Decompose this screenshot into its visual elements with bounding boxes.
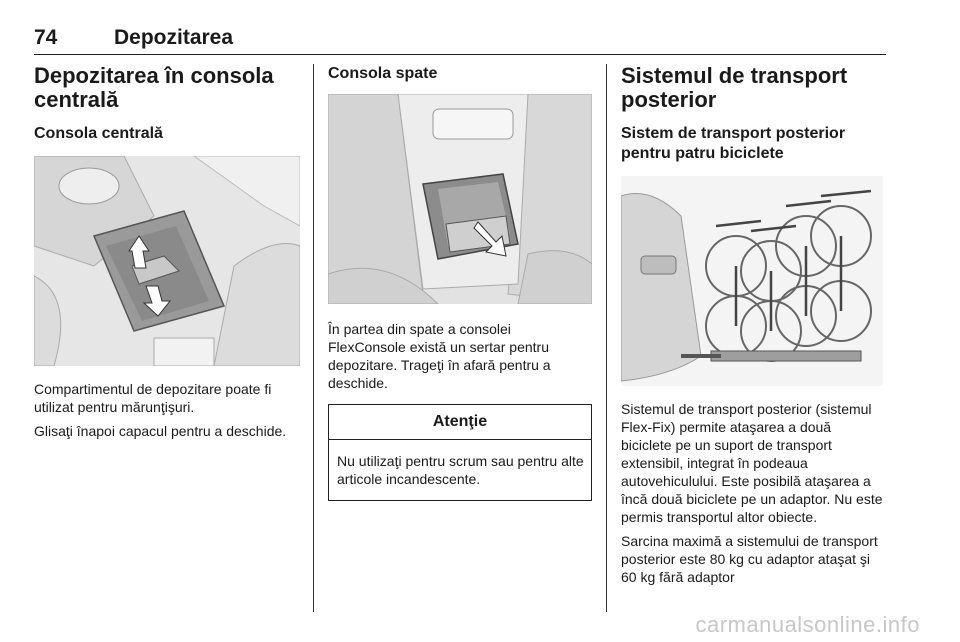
center-console-illustration [34, 156, 300, 366]
page-number: 74 [34, 26, 58, 49]
paragraph-center-console-1: Compartimentul de depozitare poate fi utilizat pentru mărunţişuri. [34, 381, 272, 415]
column-divider [313, 64, 314, 612]
warning-box [328, 404, 592, 501]
rear-console-illustration [328, 94, 592, 304]
column-rear-carrier [621, 64, 883, 592]
warning-title: Atenţie [329, 405, 591, 440]
section-title-center-console: Depozitarea în consola centrală [34, 63, 274, 112]
warning-text: Nu utilizaţi pentru scrum sau pentru alte articole incandescente. [337, 453, 584, 487]
column-divider [606, 64, 607, 612]
subsection-title-center-console: Consola centrală [34, 125, 163, 142]
page-header [34, 26, 886, 55]
subsection-title-four-bikes: Sistem de transport posterior pentru patru biciclete [621, 125, 846, 162]
watermark: carmanualsonline.info [695, 612, 920, 637]
paragraph-rear-carrier-2: Sarcina maximă a sistemului de transport posterior este 80 kg cu adaptor ataşat şi 60 kg fără adaptor [621, 533, 878, 585]
bicycle-carrier-illustration [621, 176, 883, 386]
section-title-rear-carrier: Sistemul de transport posterior [621, 63, 848, 112]
chapter-title: Depozitarea [114, 26, 234, 49]
column-center-console [34, 64, 300, 446]
subsection-title-rear-console: Consola spate [328, 65, 438, 82]
paragraph-rear-console: În partea din spate a consolei FlexConsole există un sertar pentru depozitare. Trageţi în afară pentru a deschide. [328, 321, 551, 391]
column-rear-console [328, 64, 592, 501]
paragraph-center-console-2: Glisaţi înapoi capacul pentru a deschide. [34, 423, 287, 439]
paragraph-rear-carrier-1: Sistemul de transport posterior (sistemul Flex-Fix) permite ataşarea a două biciclete pe un suport de transport extensibil, integrat în podeaua autovehiculului. Este posibilă ataşarea a încă două biciclete pe un adaptor. Nu este permis transportul altor obiecte. [621, 401, 883, 525]
